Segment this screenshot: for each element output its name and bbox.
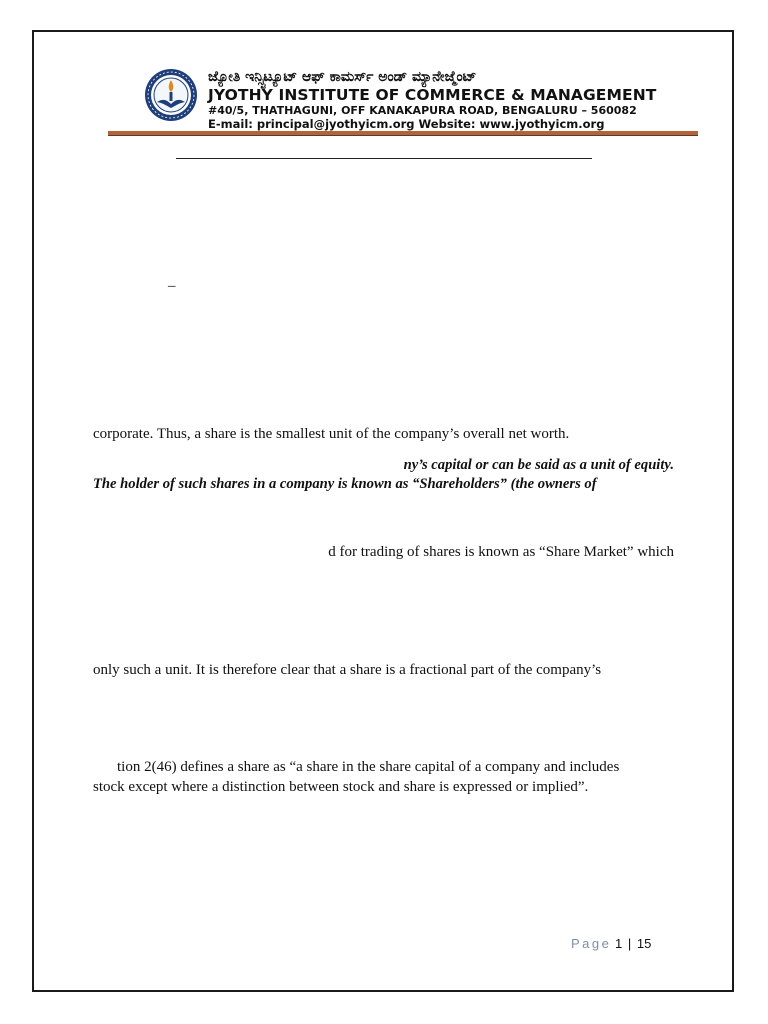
page-footer bbox=[571, 936, 651, 951]
page-total: 15 bbox=[636, 936, 652, 951]
body-line-4: d for trading of shares is known as “Share Market” which bbox=[328, 544, 674, 560]
institution-address: #40/5, THATHAGUNI, OFF KANAKAPURA ROAD, BENGALURU – 560082 bbox=[208, 104, 637, 117]
body-line-6: tion 2(46) defines a share as “a share in the share capital of a company and includes bbox=[117, 759, 620, 775]
body-line-3: The holder of such shares in a company is known as “Shareholders” (the owners of bbox=[93, 476, 597, 492]
institution-contact: E-mail: principal@jyothyicm.org Website: www.jyothyicm.org bbox=[208, 117, 605, 131]
title-underline bbox=[176, 158, 592, 159]
header-rule-shadow bbox=[108, 135, 698, 136]
body-line-2: ny’s capital or can be said as a unit of equity. bbox=[403, 457, 674, 473]
page-label: Page bbox=[571, 936, 612, 951]
body-line-7: stock except where a distinction between stock and share is expressed or implied”. bbox=[93, 779, 589, 795]
institute-emblem-icon bbox=[144, 68, 198, 122]
body-line-1: corporate. Thus, a share is the smallest unit of the company’s overall net worth. bbox=[93, 426, 570, 442]
institution-name-kannada: ಜ್ಯೋತಿ ಇನ್ಸ್ಟಿಟ್ಯೂಟ್ ಆಫ್ ಕಾಮರ್ಸ್ ಅಂಡ್ ಮ್ಯಾನೇಜ್ಮೆಂಟ್ bbox=[208, 69, 477, 85]
body-line-5: only such a unit. It is therefore clear that a share is a fractional part of the company’s bbox=[93, 662, 602, 678]
page-separator: | bbox=[627, 936, 632, 951]
institution-name: JYOTHY INSTITUTE OF COMMERCE & MANAGEMENT bbox=[208, 86, 657, 104]
page-border bbox=[32, 30, 734, 992]
page-number: 1 bbox=[615, 936, 623, 951]
stray-dash: – bbox=[168, 278, 176, 294]
